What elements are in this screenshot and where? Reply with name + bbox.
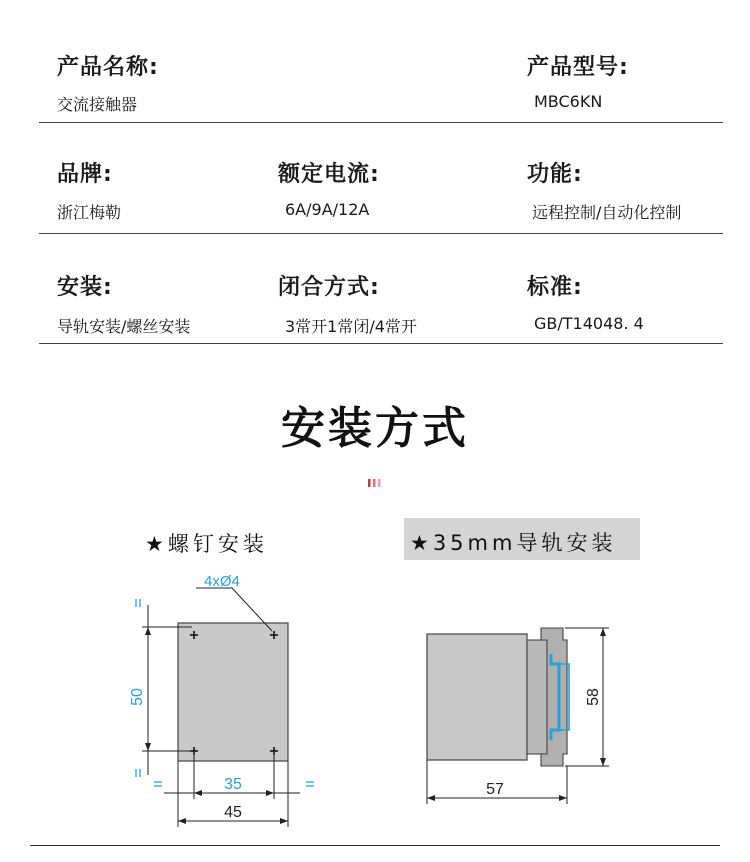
standard-value: GB/T14048. 4 bbox=[534, 314, 644, 333]
function-label: 功能: bbox=[527, 162, 583, 187]
screw-mount-title: ★螺钉安装 bbox=[145, 532, 268, 556]
screw-mount-diagram bbox=[120, 565, 330, 835]
rated-current-value: 6A/9A/12A bbox=[285, 200, 370, 219]
rail-depth-dim-label: 57 bbox=[486, 781, 504, 798]
section-title: 安装方式 bbox=[281, 403, 469, 454]
function-value: 远程控制/自动化控制 bbox=[532, 203, 682, 222]
installation-value: 导轨安装/螺丝安装 bbox=[57, 317, 191, 336]
installation-label: 安装: bbox=[57, 275, 113, 300]
product-name-label: 产品名称: bbox=[57, 55, 159, 80]
rail-height-dim-label: 58 bbox=[585, 688, 602, 706]
bottom-divider bbox=[30, 845, 720, 846]
product-model-label: 产品型号: bbox=[527, 55, 629, 80]
outer-width-dim-label: 45 bbox=[224, 804, 242, 821]
decorative-bars-icon bbox=[368, 479, 382, 487]
height-dim-label: 50 bbox=[129, 688, 146, 706]
contact-type-label: 闭合方式: bbox=[278, 275, 380, 300]
inner-width-dim-label: 35 bbox=[224, 776, 242, 793]
divider bbox=[39, 233, 723, 234]
brand-value: 浙江梅勒 bbox=[57, 203, 122, 222]
product-model-value: MBC6KN bbox=[534, 92, 603, 111]
rail-mount-diagram bbox=[415, 618, 620, 808]
divider bbox=[39, 122, 723, 123]
brand-label: 品牌: bbox=[57, 162, 113, 187]
divider bbox=[39, 343, 723, 344]
rail-mount-title: ★35mm导轨安装 bbox=[410, 531, 617, 555]
product-name-value: 交流接触器 bbox=[57, 95, 138, 114]
standard-label: 标准: bbox=[527, 275, 583, 300]
rated-current-label: 额定电流: bbox=[278, 162, 380, 187]
hole-spec-label: 4xØ4 bbox=[204, 573, 240, 590]
contact-type-value: 3常开1常闭/4常开 bbox=[285, 317, 417, 336]
